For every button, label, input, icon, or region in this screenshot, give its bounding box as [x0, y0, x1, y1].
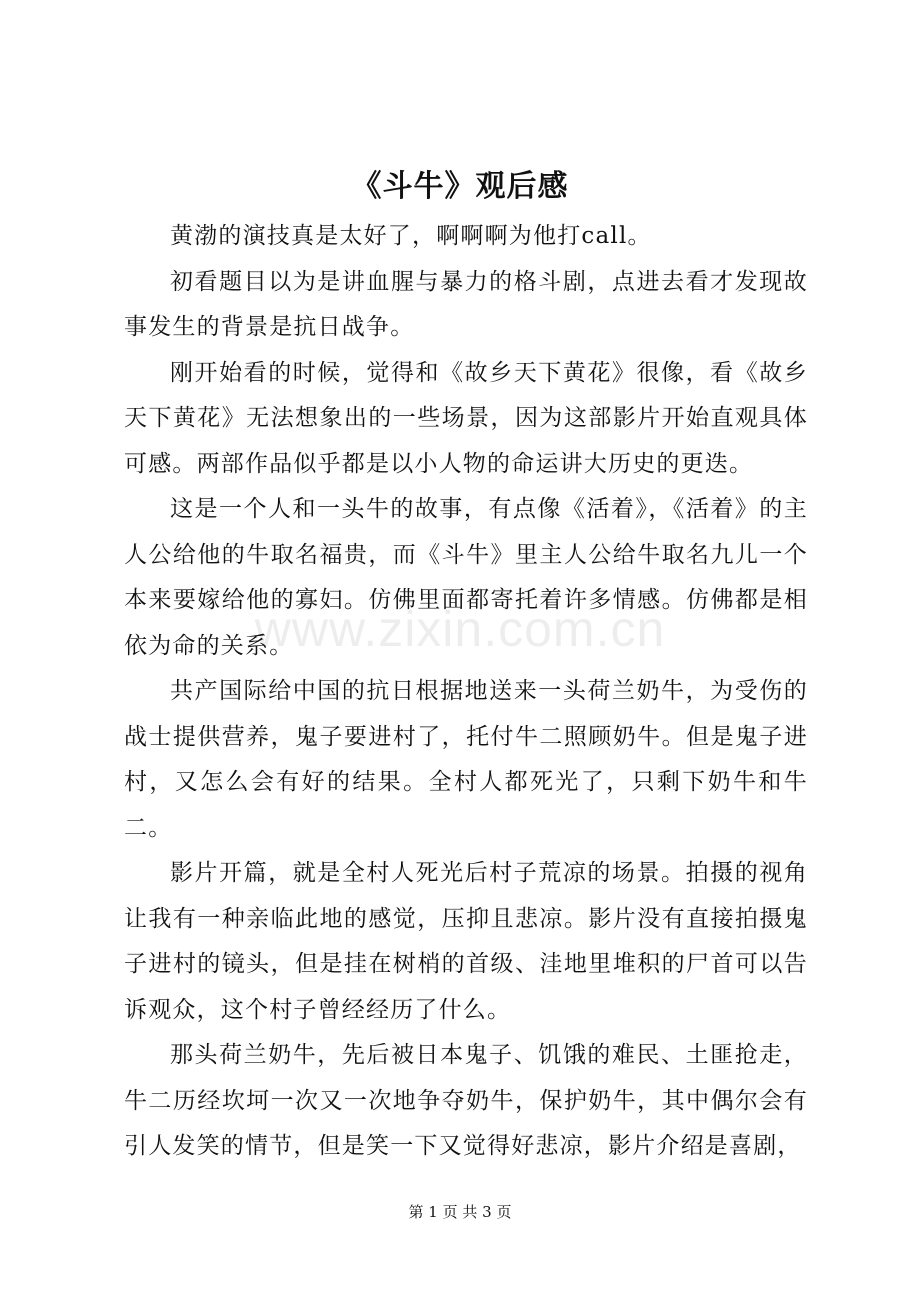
paragraph-1: 黄渤的演技真是太好了，啊啊啊为他打call。	[170, 223, 652, 249]
paragraph-5: 共产国际给中国的抗日根据地送来一头荷兰奶牛，为受伤的战士提供营养，鬼子要进村了，托付牛二照顾奶牛。但是鬼子进村，又怎么会有好的结果。全村人都死光了，只剩下奶牛和牛二。	[124, 678, 808, 841]
paragraph-7: 那头荷兰奶牛，先后被日本鬼子、饥饿的难民、土匪抢走，牛二历经坎坷一次又一次地争夺奶牛，保护奶牛，其中偶尔会有引人发笑的情节，但是笑一下又觉得好悲凉，影片介绍是喜剧，	[124, 1042, 808, 1159]
paragraph-6: 影片开篇，就是全村人死光后村子荒凉的场景。拍摄的视角让我有一种亲临此地的感觉，压抑且悲凉。影片没有直接拍摄鬼子进村的镜头，但是挂在树梢的首级、洼地里堆积的尸首可以告诉观众，这个村子曾经经历了什么。	[124, 860, 808, 1023]
page-footer: 第 1 页 共 3 页	[408, 1203, 512, 1221]
watermark: www.zixin.com.cn	[254, 601, 666, 657]
paragraph-3: 刚开始看的时候，觉得和《故乡天下黄花》很像，看《故乡天下黄花》无法想象出的一些场景，因为这部影片开始直观具体可感。两部作品似乎都是以小人物的命运讲大历史的更迭。	[124, 359, 808, 477]
paragraph-2: 初看题目以为是讲血腥与暴力的格斗剧，点进去看才发现故事发生的背景是抗日战争。	[124, 268, 808, 340]
paragraph-4: 这是一个人和一头牛的故事，有点像《活着》，《活着》的主人公给他的牛取名福贵，而《斗牛》里主人公给牛取名九儿一个本来要嫁给他的寡妇。仿佛里面都寄托着许多情感。仿佛都是相依为命的关系。	[124, 496, 808, 659]
document-title: 《斗牛》观后感	[351, 169, 569, 204]
document-body	[124, 214, 808, 1170]
